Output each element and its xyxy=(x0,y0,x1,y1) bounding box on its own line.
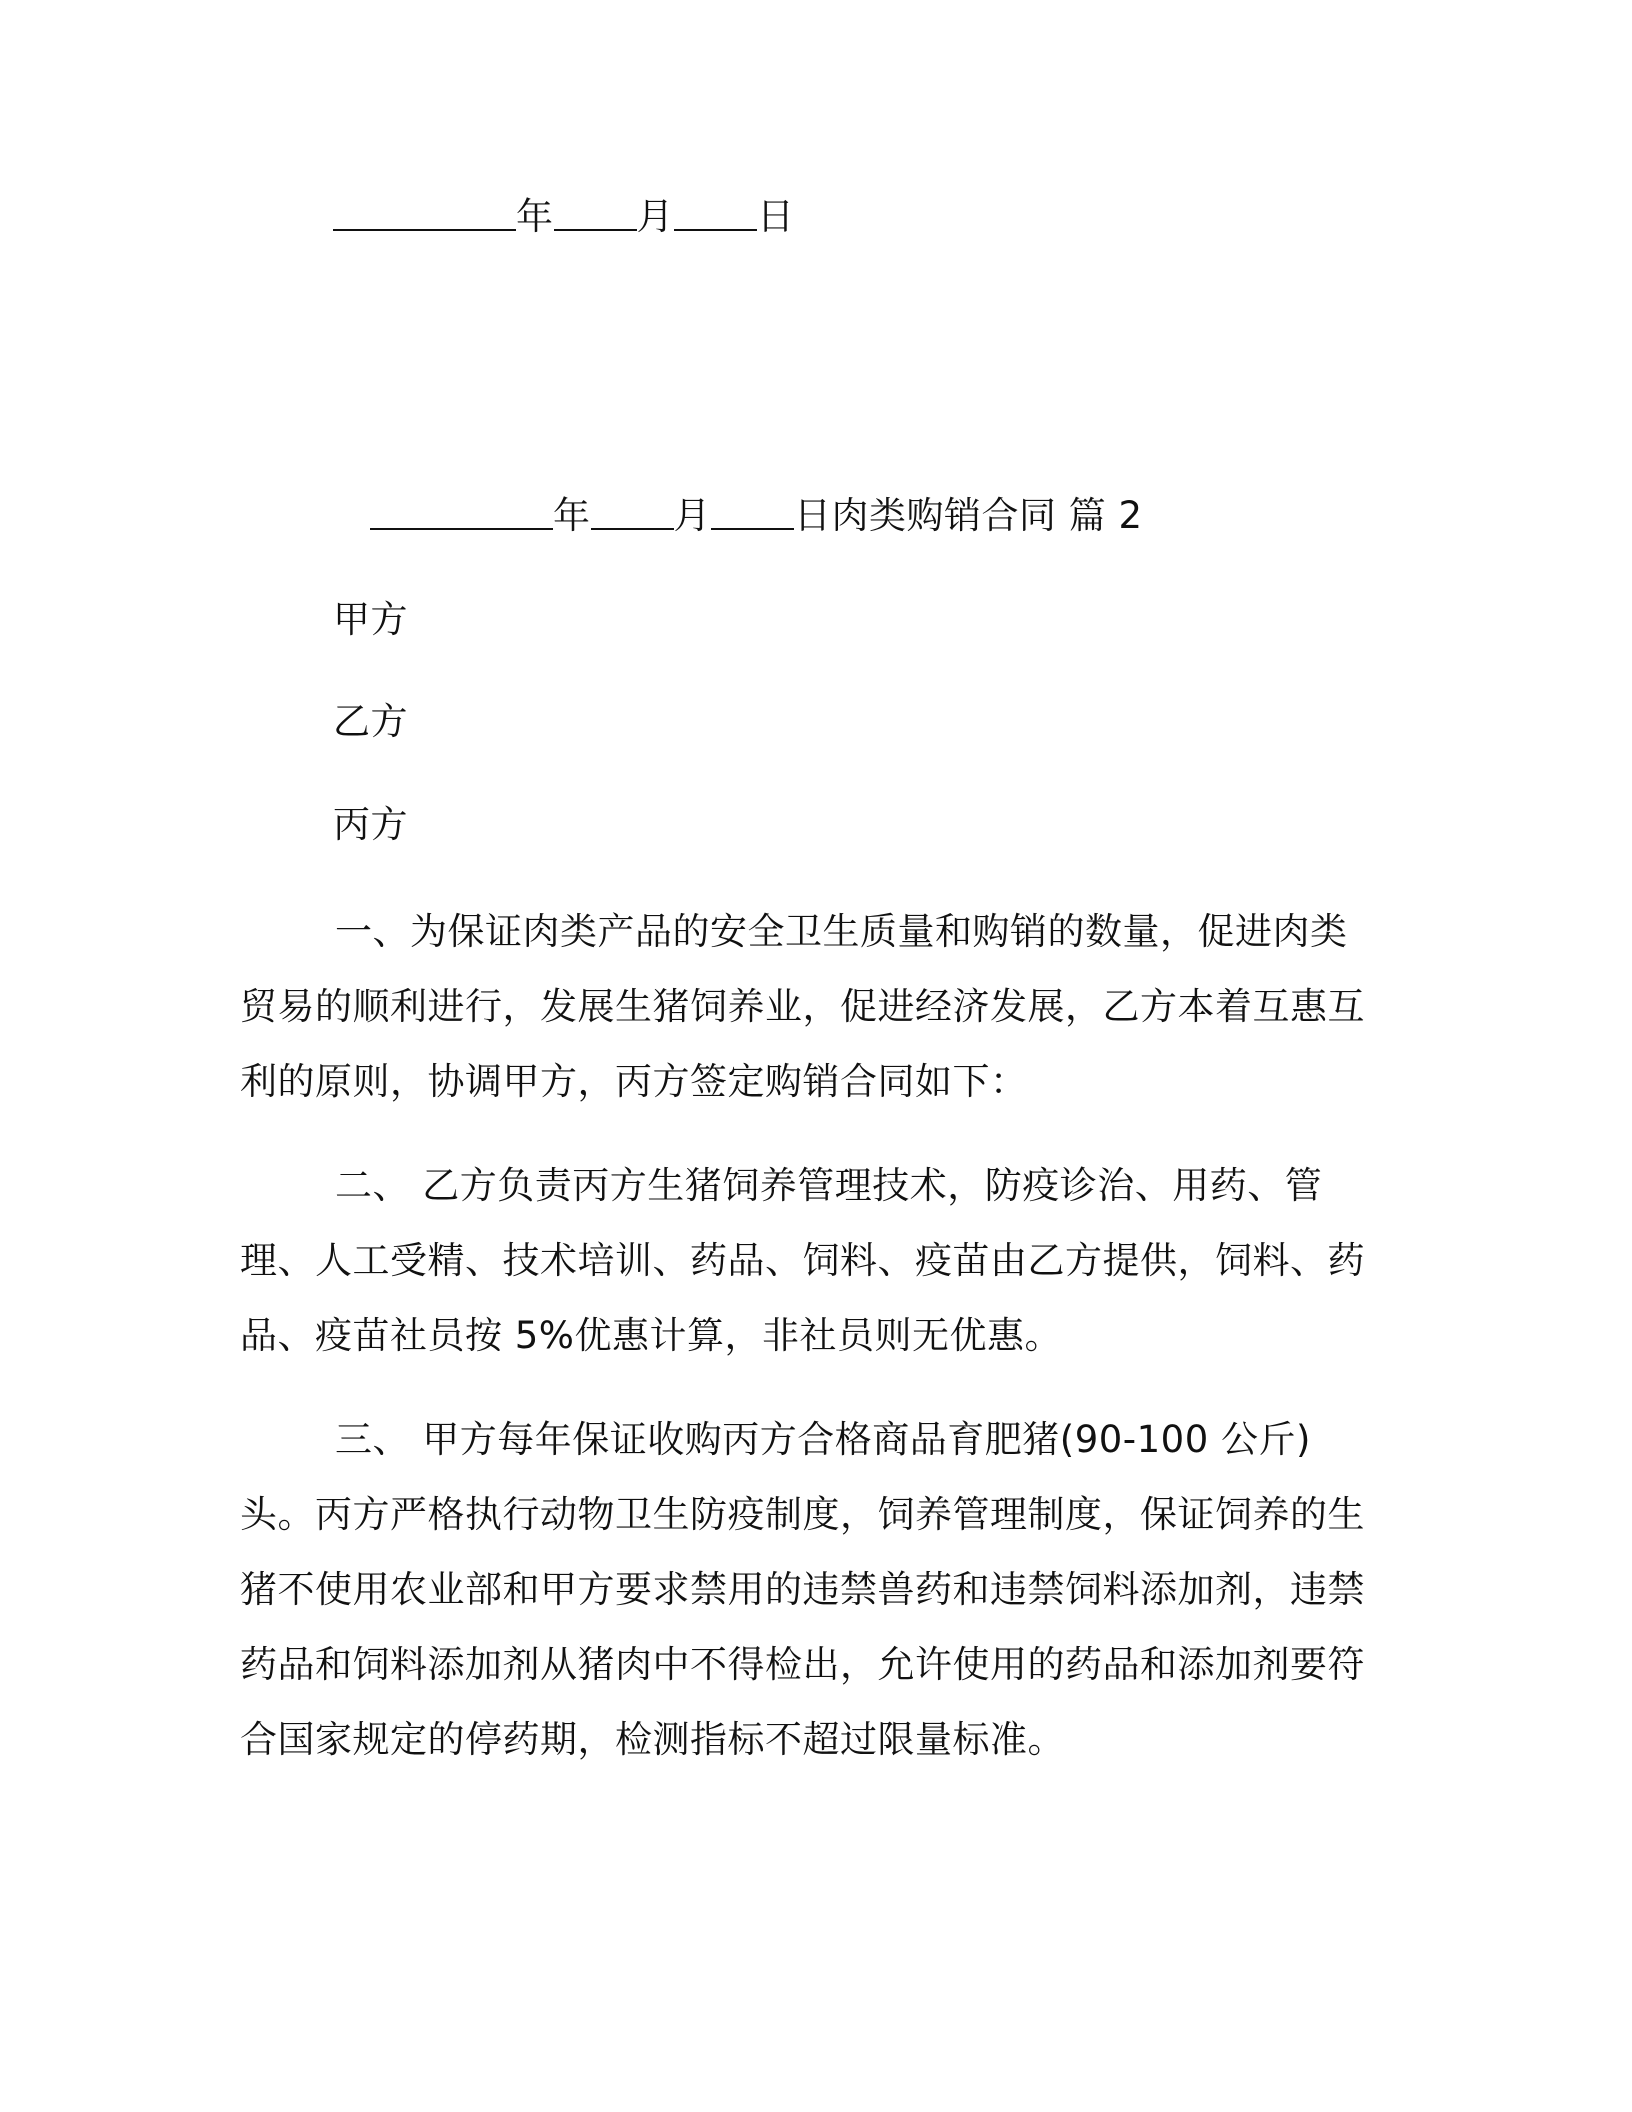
party-a-label: 甲方 xyxy=(333,598,408,641)
month-label: 月 xyxy=(636,195,674,238)
clause-2: 二、 乙方负责丙方生猪饲养管理技术，防疫诊治、用药、管理、人工受精、技术培训、药品、饲料、疫苗由乙方提供，饲料、药品、疫苗社员按 5%优惠计算，非社员则无优惠。 xyxy=(240,1164,1365,1357)
party-c-label: 丙方 xyxy=(333,803,408,846)
year-blank xyxy=(333,199,516,231)
title-month-label: 月 xyxy=(673,494,711,537)
title-day-blank xyxy=(711,498,794,530)
party-b-label: 乙方 xyxy=(333,700,408,743)
day-label: 日 xyxy=(757,195,795,238)
title-year-label: 年 xyxy=(553,494,591,537)
title-text: 日肉类购销合同 篇 2 xyxy=(794,494,1143,537)
month-blank xyxy=(554,199,637,231)
year-label: 年 xyxy=(516,195,554,238)
document-title xyxy=(370,492,1143,540)
title-month-blank xyxy=(591,498,674,530)
day-blank xyxy=(674,199,757,231)
clause-1: 一、为保证肉类产品的安全卫生质量和购销的数量，促进肉类贸易的顺利进行，发展生猪饲养业，促进经济发展，乙方本着互惠互利的原则，协调甲方，丙方签定购销合同如下： xyxy=(240,910,1365,1103)
clause-3: 三、 甲方每年保证收购丙方合格商品育肥猪(90-100 公斤) 头。丙方严格执行动物卫生防疫制度，饲养管理制度，保证饲养的生猪不使用农业部和甲方要求禁用的违禁兽药和违禁饲料添加剂，违禁药品和饲料添加剂从猪肉中不得检出，允许使用的药品和添加剂要符合国家规定的停药期，检测指标不超过限量标准。 xyxy=(240,1418,1365,1761)
date-line xyxy=(333,193,795,241)
title-year-blank xyxy=(370,498,553,530)
